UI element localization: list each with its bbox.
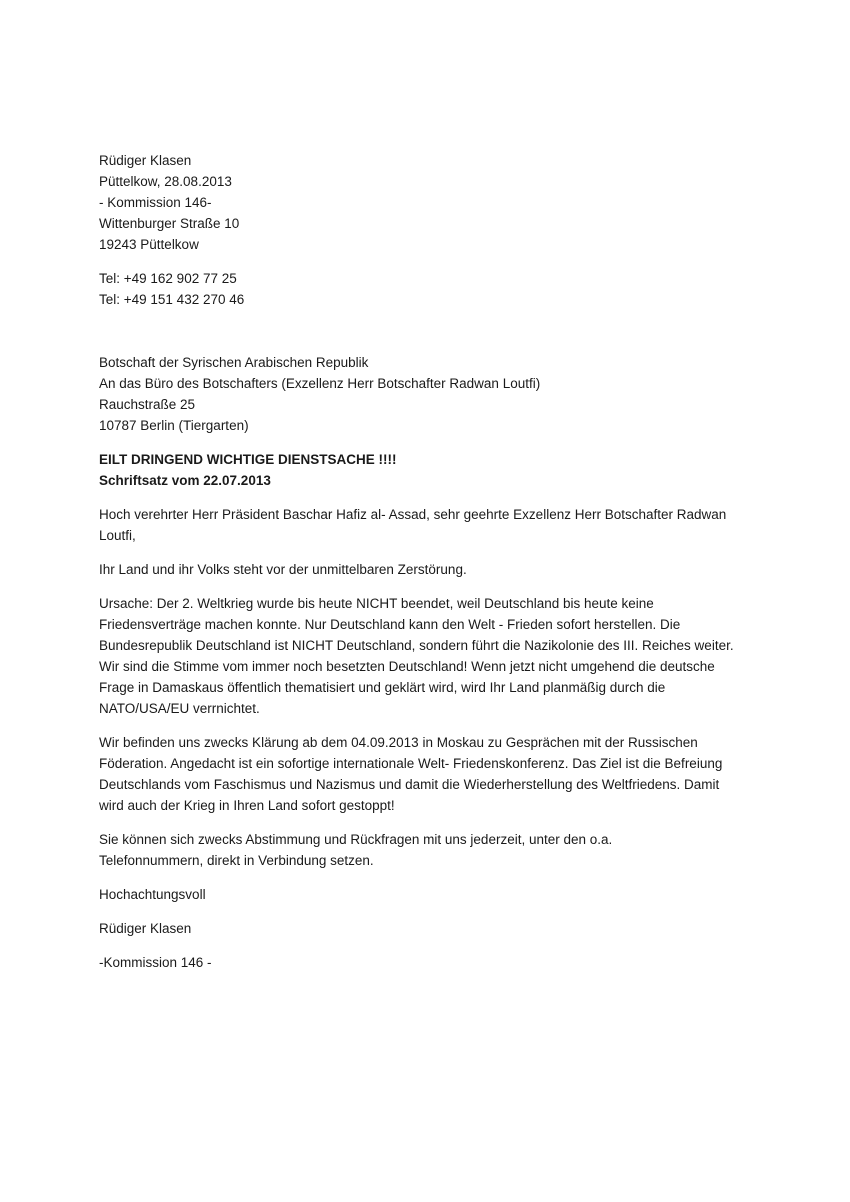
phone-number-2: Tel: +49 151 432 270 46 [99,292,245,307]
paragraph-2-line-6: NATO/USA/EU verrnichtet. [99,701,260,716]
paragraph-3-line-1: Wir befinden uns zwecks Klärung ab dem 04.09.2013 in Moskau zu Gesprächen mit der Russischen [99,735,698,750]
signature-block [99,918,759,939]
paragraph-2-line-5: Frage in Damaskaus öffentlich thematisiert und geklärt wird, wird Ihr Land planmäßig durch die [99,680,666,695]
sender-block [99,150,759,255]
subject-line-1: EILT DRINGEND WICHTIGE DIENSTSACHE !!!! [99,452,397,467]
closing-org-block [99,952,759,973]
paragraph-2-line-1: Ursache: Der 2. Weltkrieg wurde bis heute NICHT beendet, weil Deutschland bis heute keine [99,596,654,611]
paragraph-4 [99,829,759,871]
recipient-block [99,352,759,436]
signature-name: Rüdiger Klasen [99,921,192,936]
salutation [99,504,759,546]
closing-greeting: Hochachtungsvoll [99,887,206,902]
subject-line-2: Schriftsatz vom 22.07.2013 [99,473,271,488]
paragraph-3-line-2: Föderation. Angedacht ist ein sofortige internationale Welt- Friedenskonferenz. Das Ziel ist die Befreiung [99,756,723,771]
sender-street: Wittenburger Straße 10 [99,216,240,231]
paragraph-2-line-2: Friedensverträge machen konnte. Nur Deutschland kann den Welt - Frieden sofort herstellen. Die [99,617,681,632]
sender-org: - Kommission 146- [99,195,212,210]
paragraph-4-line-1: Sie können sich zwecks Abstimmung und Rückfragen mit uns jederzeit, unter den o.a. [99,832,613,847]
closing-greeting-block [99,884,759,905]
paragraph-3-line-4: wird auch der Krieg in Ihren Land sofort gestoppt! [99,798,395,813]
paragraph-3-line-3: Deutschlands vom Faschismus und Nazismus und damit die Wiederherstellung des Weltfriedens. Damit [99,777,720,792]
salutation-line-2: Loutfi, [99,528,136,543]
sender-name: Rüdiger Klasen [99,153,192,168]
recipient-line-1: Botschaft der Syrischen Arabischen Republik [99,355,369,370]
recipient-line-4: 10787 Berlin (Tiergarten) [99,418,249,433]
recipient-line-2: An das Büro des Botschafters (Exzellenz Herr Botschafter Radwan Loutfi) [99,376,541,391]
paragraph-2 [99,593,759,719]
paragraph-4-line-2: Telefonnummern, direkt in Verbindung setzen. [99,853,374,868]
contact-block [99,268,759,310]
salutation-line-1: Hoch verehrter Herr Präsident Baschar Hafiz al- Assad, sehr geehrte Exzellenz Herr Botschafter Radwan [99,507,727,522]
paragraph-3 [99,732,759,816]
subject-block [99,449,759,491]
phone-number-1: Tel: +49 162 902 77 25 [99,271,237,286]
paragraph-1 [99,559,759,580]
paragraph-2-line-4: Wir sind die Stimme vom immer noch besetzten Deutschland! Wenn jetzt nicht umgehend die deutsche [99,659,715,674]
recipient-line-3: Rauchstraße 25 [99,397,196,412]
sender-city: 19243 Püttelkow [99,237,199,252]
closing-org: -Kommission 146 - [99,955,212,970]
paragraph-1-line-1: Ihr Land und ihr Volks steht vor der unmittelbaren Zerstörung. [99,562,467,577]
letter-body [99,150,759,973]
sender-place-date: Püttelkow, 28.08.2013 [99,174,232,189]
paragraph-2-line-3: Bundesrepublik Deutschland ist NICHT Deutschland, sondern führt die Nazikolonie des III. Reiches weiter. [99,638,734,653]
